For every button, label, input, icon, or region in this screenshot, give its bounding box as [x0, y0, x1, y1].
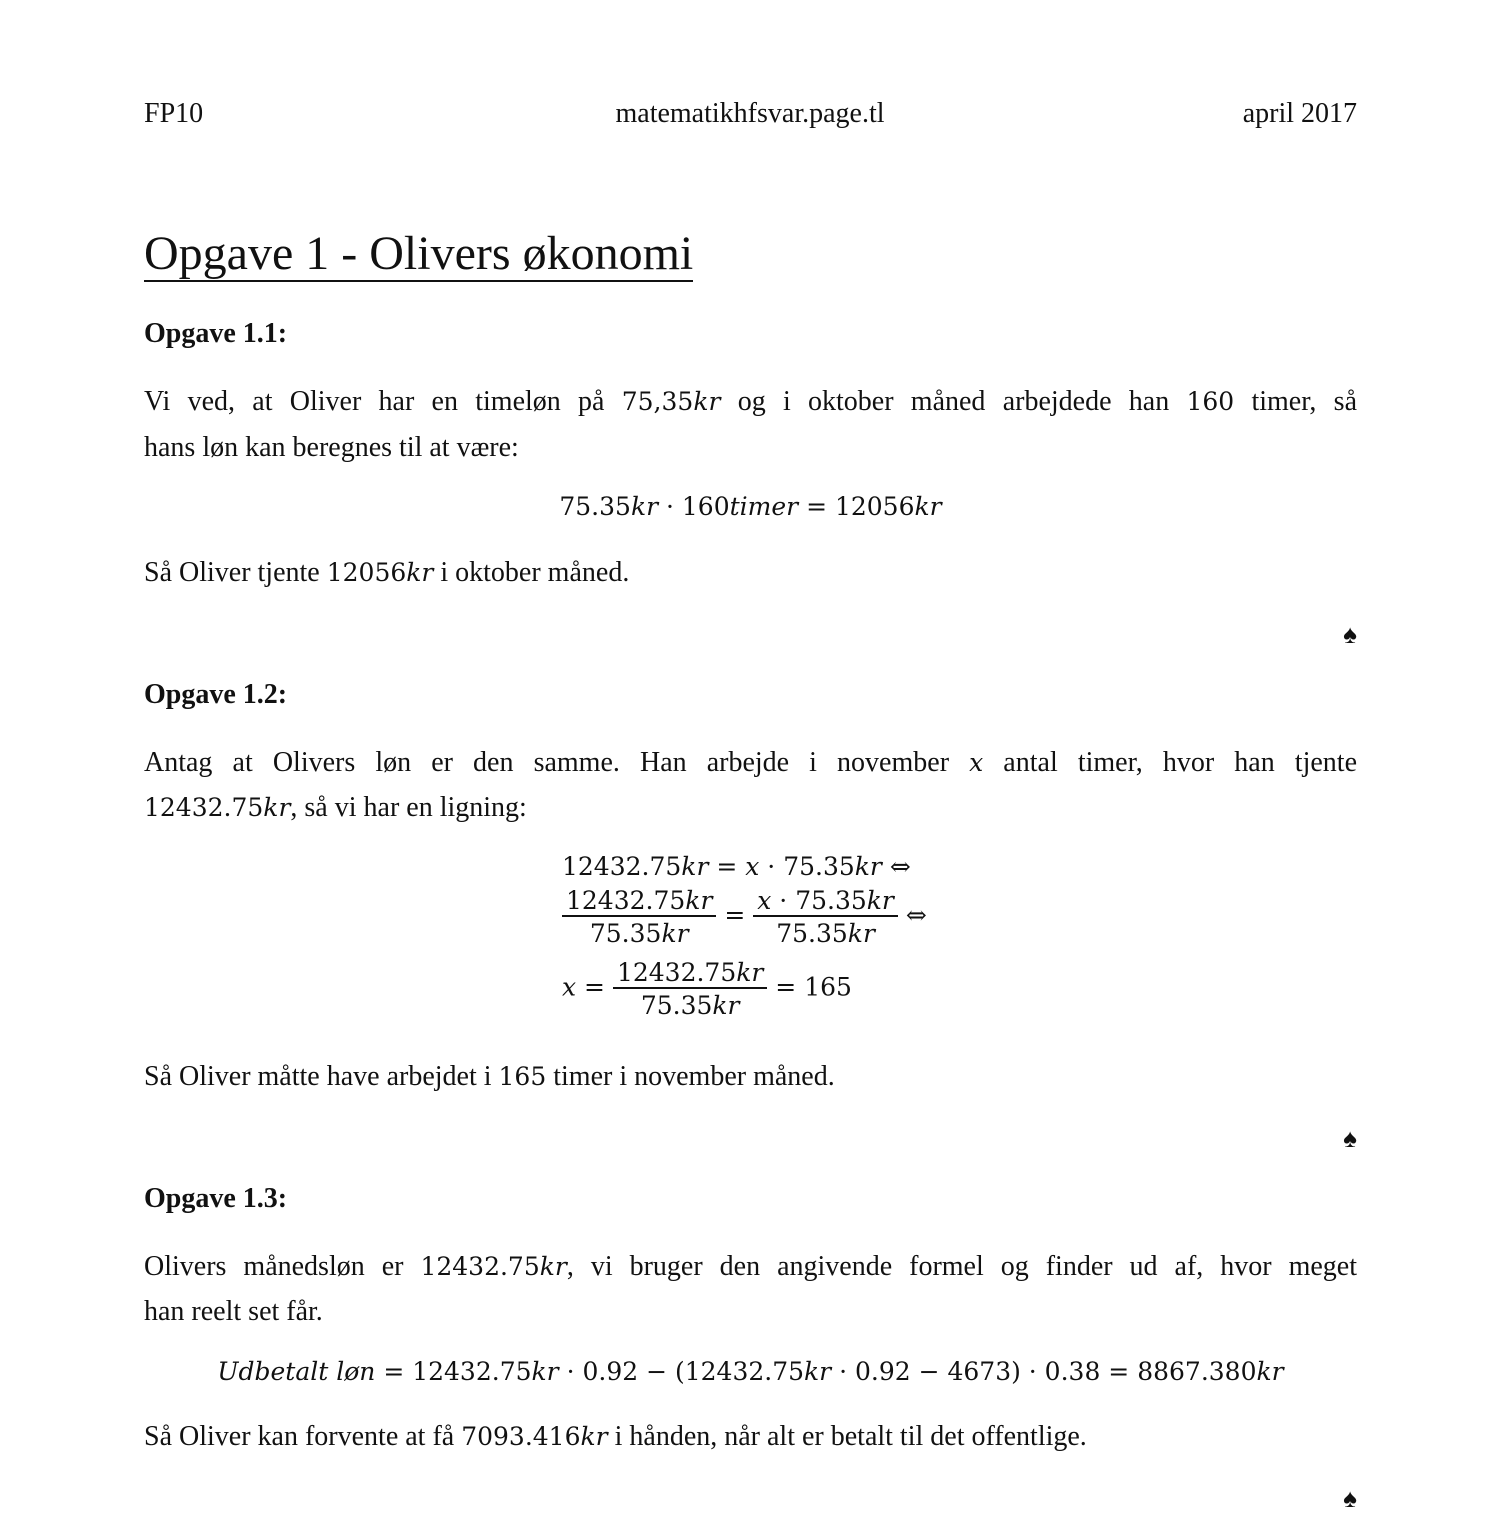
- paragraph-line: Vi ved, at Oliver har en timeløn på 75,35kr og i oktober måned arbejdede han 160 timer, så: [144, 386, 1358, 417]
- header-left: FP10: [144, 98, 204, 129]
- spade-icon: ♠: [1343, 1124, 1357, 1153]
- equation-line-3: x = $\frac{12432.75kr}{75.35kr}$ = 165: [562, 958, 852, 1020]
- header-right: april 2017: [1242, 98, 1357, 129]
- paragraph-line: han reelt set får.: [144, 1296, 323, 1327]
- equation: Udbetalt løn = 12432.75kr · 0.92 − (12432.75kr · 0.92 − 4673) · 0.38 = 8867.380kr: [217, 1357, 1284, 1386]
- paragraph-line: Antag at Olivers løn er den samme. Han arbejde i november x antal timer, hvor han tjente: [144, 747, 1358, 778]
- paragraph-line: 12432.75kr, så vi har en ligning:: [144, 792, 527, 823]
- header-center: matematikhfsvar.page.tl: [615, 98, 885, 129]
- equation: 75.35kr · 160timer = 12056kr: [559, 492, 942, 521]
- conclusion: Så Oliver måtte have arbejdet i 165 timer i november måned.: [144, 1061, 835, 1092]
- spade-icon: ♠: [1343, 620, 1357, 649]
- equation-line-2: $\frac{12432.75kr}{75.35kr}$ = $\frac{x \cdot 75.35kr}{75.35kr}$ ⇔: [562, 888, 927, 946]
- conclusion: Så Oliver tjente 12056kr i oktober måned.: [144, 557, 630, 588]
- spade-icon: ♠: [1343, 1484, 1357, 1513]
- conclusion: Så Oliver kan forvente at få 7093.416kr i hånden, når alt er betalt til det offentlige.: [144, 1421, 1087, 1452]
- section-heading-1-1: Opgave 1.1:: [144, 318, 288, 349]
- paragraph-line: hans løn kan beregnes til at være:: [144, 432, 519, 463]
- page-title: Opgave 1 - Olivers økonomi: [144, 227, 694, 280]
- section-heading-1-3: Opgave 1.3:: [144, 1183, 288, 1214]
- paragraph-line: Olivers månedsløn er 12432.75kr, vi bruger den angivende formel og finder ud af, hvor meget: [144, 1251, 1358, 1282]
- section-heading-1-2: Opgave 1.2:: [144, 679, 288, 710]
- equation-line-1: 12432.75kr = x · 75.35kr ⇔: [562, 852, 911, 881]
